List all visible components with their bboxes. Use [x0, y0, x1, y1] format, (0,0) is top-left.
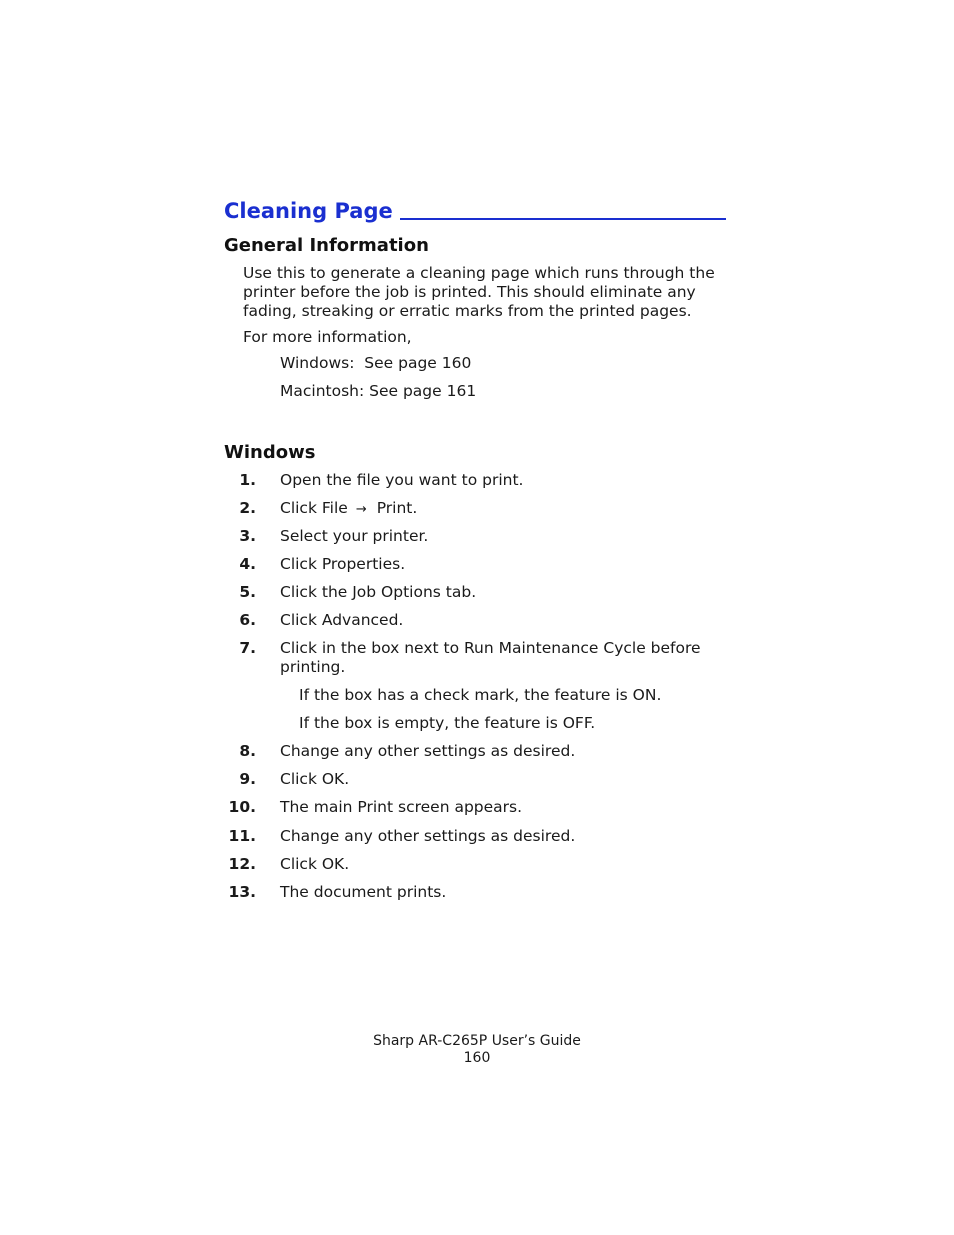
step-text: The main Print screen appears. — [280, 798, 523, 816]
footer-guide-title: Sharp AR-C265P User’s Guide — [373, 1033, 581, 1049]
step-number: 5. — [239, 583, 256, 601]
step-text: The document prints. — [280, 883, 447, 901]
step-text-after-arrow: Print. — [376, 499, 418, 517]
step-number: 6. — [239, 611, 256, 629]
step-text: Click in the box next to Run Maintenance Cycle before printing. — [280, 639, 701, 676]
title-underline-rule — [400, 218, 726, 220]
step-text: Click OK. — [280, 855, 350, 873]
step-number: 10. — [228, 798, 256, 816]
step-text: Change any other settings as desired. — [280, 827, 576, 845]
step-text: Click the Job Options tab. — [280, 583, 477, 601]
step-number: 8. — [239, 742, 256, 760]
note-checked: If the box has a check mark, the feature is ON. — [299, 686, 662, 704]
windows-heading: Windows — [224, 442, 316, 463]
step-text: Click OK. — [280, 770, 350, 788]
step-text: Click Properties. — [280, 555, 406, 573]
general-information-paragraph: Use this to generate a cleaning page which runs through the printer before the job is printed. This should eliminate any fading, streaking or erratic marks from the printed pages. — [243, 264, 715, 320]
windows-page-reference: Windows: See page 160 — [280, 354, 472, 372]
step-text: Click Advanced. — [280, 611, 404, 629]
step-number: 13. — [228, 883, 256, 901]
step-number: 1. — [239, 471, 256, 489]
step-number: 4. — [239, 555, 256, 573]
step-number: 3. — [239, 527, 256, 545]
step-text — [280, 499, 730, 519]
step-text-before-arrow: Click File — [280, 499, 348, 517]
macintosh-page-reference: Macintosh: See page 161 — [280, 382, 477, 400]
step-text: Select your printer. — [280, 527, 429, 545]
note-empty: If the box is empty, the feature is OFF. — [299, 714, 596, 732]
step-text: Open the file you want to print. — [280, 471, 524, 489]
right-arrow-icon: → — [355, 502, 367, 517]
footer-page-number: 160 — [463, 1050, 491, 1066]
general-information-heading: General Information — [224, 235, 429, 256]
more-info-label: For more information, — [243, 328, 412, 346]
step-text: Change any other settings as desired. — [280, 742, 576, 760]
step-number: 11. — [228, 827, 256, 845]
page-title: Cleaning Page — [224, 199, 393, 223]
step-number: 9. — [239, 770, 256, 788]
step-number: 7. — [239, 639, 256, 657]
step-number: 12. — [228, 855, 256, 873]
page-footer — [0, 1033, 954, 1067]
step-number: 2. — [239, 499, 256, 517]
